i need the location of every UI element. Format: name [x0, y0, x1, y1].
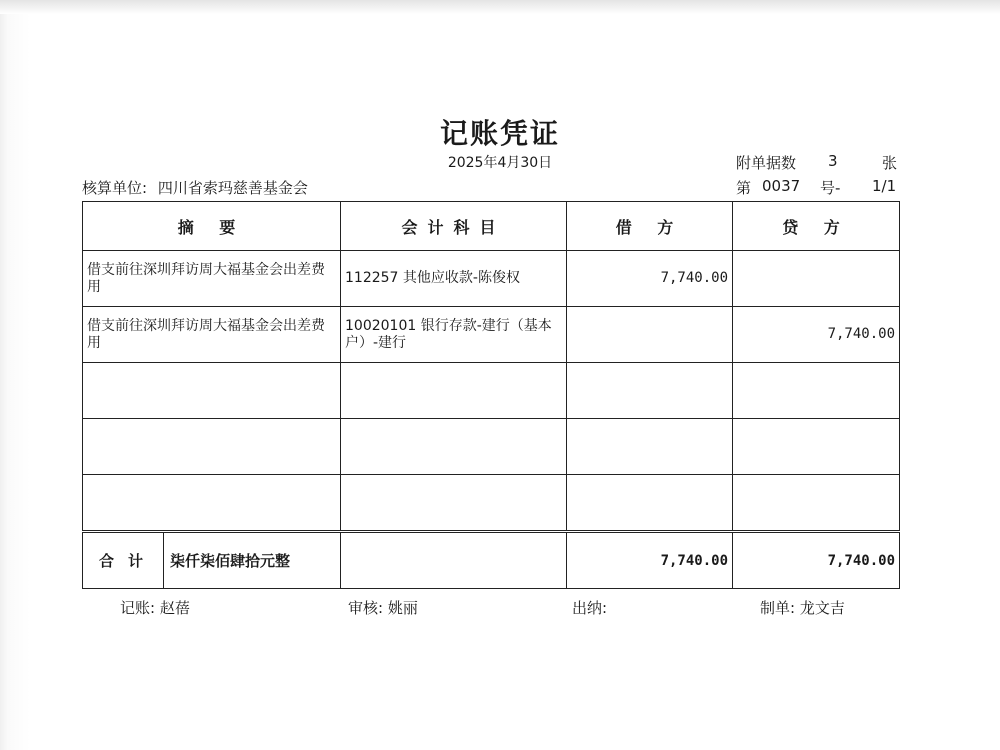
accounting-unit-name: 四川省索玛慈善基金会 [157, 179, 308, 197]
voucher-page: 1/1 [872, 177, 897, 195]
row-credit [733, 363, 900, 419]
row-debit: 7,740.00 [567, 251, 733, 307]
row-debit [567, 475, 733, 532]
header-credit: 贷 方 [733, 202, 900, 251]
voucher-table [82, 201, 900, 589]
row-account [341, 363, 567, 419]
row-debit [567, 307, 733, 363]
row-summary [83, 475, 341, 532]
voucher-number-value: 0037 [762, 177, 801, 195]
voucher-date: 2025年4月30日 [447, 155, 553, 171]
total-credit: 7,740.00 [733, 532, 900, 589]
accounting-unit-label: 核算单位: [82, 179, 148, 197]
table-row [83, 419, 900, 475]
attachments-label: 附单据数 [736, 154, 797, 172]
accounting-unit [82, 177, 308, 198]
table-header-row [83, 202, 900, 251]
table-row [83, 363, 900, 419]
total-debit: 7,740.00 [567, 532, 733, 589]
row-account: 10020101 银行存款-建行（基本户）-建行 [341, 307, 567, 363]
footer-preparer: 制单: 龙文吉 [760, 599, 845, 617]
row-credit [733, 419, 900, 475]
header-summary: 摘 要 [83, 202, 341, 251]
footer-auditor: 审核: 姚丽 [348, 599, 418, 617]
footer-cashier: 出纳: [572, 599, 608, 617]
paper-top-shadow [0, 0, 1000, 14]
row-summary [83, 363, 341, 419]
row-account [341, 419, 567, 475]
voucher-number-prefix: 第 [736, 179, 752, 197]
row-summary: 借支前往深圳拜访周大福基金会出差费用 [83, 251, 341, 307]
row-debit [567, 419, 733, 475]
attachments-unit: 张 [882, 154, 898, 172]
table-row [83, 307, 900, 363]
total-row [83, 532, 900, 589]
footer-bookkeeper: 记账: 赵蓓 [120, 599, 190, 617]
row-account [341, 475, 567, 532]
row-summary [83, 419, 341, 475]
header-account: 会计科目 [341, 202, 567, 251]
row-credit [733, 251, 900, 307]
header-debit: 借 方 [567, 202, 733, 251]
table-row [83, 251, 900, 307]
table-row [83, 475, 900, 532]
total-account-empty [341, 532, 567, 589]
row-debit [567, 363, 733, 419]
voucher-title: 记账凭证 [439, 117, 560, 150]
total-amount-words: 柒仟柒佰肆拾元整 [170, 552, 291, 570]
total-label: 合计 [83, 533, 164, 588]
row-summary: 借支前往深圳拜访周大福基金会出差费用 [83, 307, 341, 363]
row-account: 112257 其他应收款-陈俊权 [341, 251, 567, 307]
row-credit [733, 475, 900, 532]
voucher-number-label: 号- [820, 179, 841, 197]
row-credit: 7,740.00 [733, 307, 900, 363]
attachments-count: 3 [828, 152, 838, 170]
